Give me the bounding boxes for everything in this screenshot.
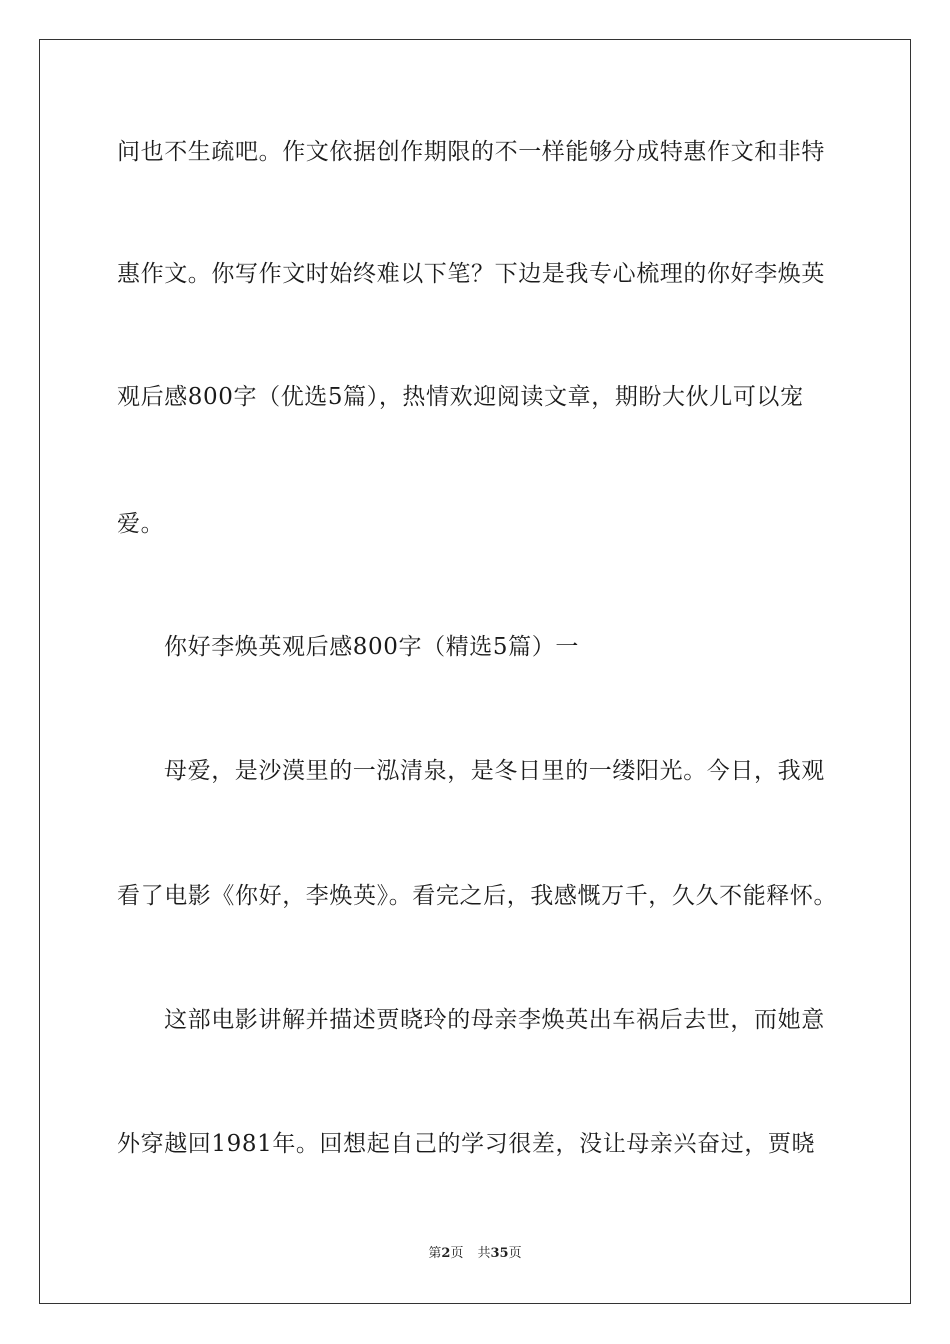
text-line-7: 看了电影《你好，李焕英》。看完之后，我感慨万千，久久不能释怀。 <box>117 883 838 909</box>
section-heading: 你好李焕英观后感800字（精选5篇）一 <box>164 634 579 660</box>
text-line-1: 问也不生疏吧。作文依据创作期限的不一样能够分成特惠作文和非特 <box>117 139 825 165</box>
text-line-4: 爱。 <box>117 511 165 537</box>
text-line-8: 这部电影讲解并描述贾晓玲的母亲李焕英出车祸后去世，而她意 <box>164 1007 825 1033</box>
page-prefix: 第 <box>428 1246 442 1261</box>
total-suffix: 页 <box>508 1246 522 1261</box>
page-footer <box>0 1245 950 1263</box>
total-page-count: 35 <box>490 1246 509 1261</box>
current-page-number: 2 <box>441 1246 451 1261</box>
page-border <box>39 39 911 1304</box>
text-line-3: 观后感800字（优选5篇），热情欢迎阅读文章，期盼大伙儿可以宠 <box>117 384 804 410</box>
page-suffix: 页 <box>450 1246 464 1261</box>
total-prefix: 共 <box>477 1246 491 1261</box>
text-line-2: 惠作文。你写作文时始终难以下笔？下边是我专心梳理的你好李焕英 <box>117 261 825 287</box>
text-line-6: 母爱，是沙漠里的一泓清泉，是冬日里的一缕阳光。今日，我观 <box>164 758 825 784</box>
text-line-9: 外穿越回1981年。回想起自己的学习很差，没让母亲兴奋过，贾晓 <box>117 1131 816 1157</box>
